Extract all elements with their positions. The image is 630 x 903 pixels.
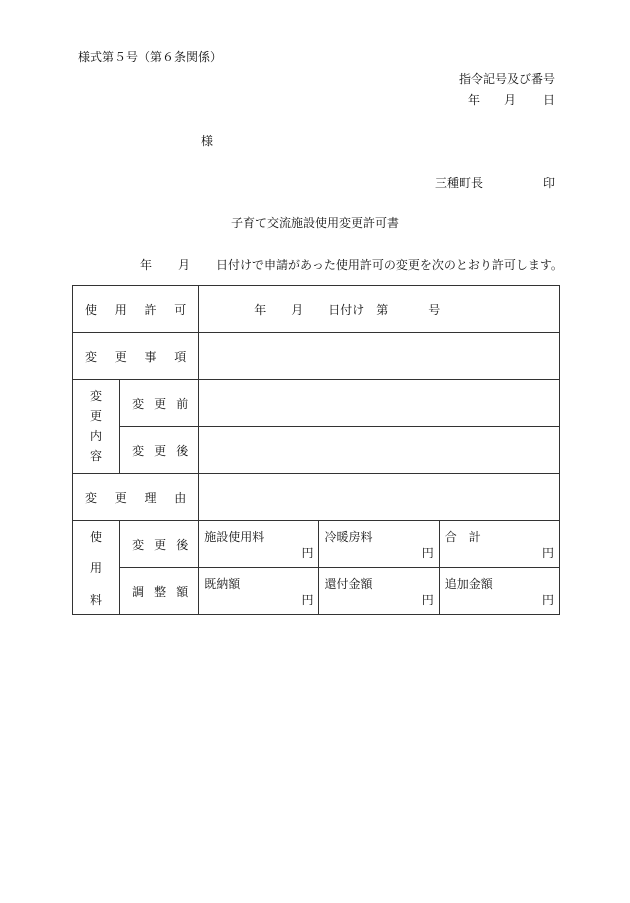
body-sentence: 日付けで申請があった使用許可の変更を次のとおり許可します。	[216, 258, 563, 272]
body-month: 月	[178, 258, 191, 272]
permit-label: 使 用 許 可	[73, 286, 199, 333]
change-item-value[interactable]	[199, 333, 560, 380]
permit-value[interactable]: 年 月 日付け 第 号	[199, 286, 560, 333]
change-before-value[interactable]	[199, 380, 560, 427]
fee-group-label: 使 用 料	[73, 521, 120, 615]
issuer	[435, 176, 555, 190]
issue-date	[468, 93, 555, 107]
facility-fee-cell[interactable]: 施設使用料 円	[199, 521, 319, 568]
date-month: 月	[503, 93, 516, 107]
fee-adjust-label: 調 整 額	[120, 568, 199, 615]
change-reason-value[interactable]	[199, 474, 560, 521]
body-year: 年	[140, 258, 153, 272]
change-item-label: 変 更 事 項	[73, 333, 199, 380]
document-title: 子育て交流施設使用変更許可書	[230, 216, 399, 230]
fee-adjust-row	[73, 568, 560, 615]
change-reason-row	[73, 474, 560, 521]
date-year: 年	[467, 93, 480, 107]
aircon-fee-cell[interactable]: 冷暖房料 円	[319, 521, 439, 568]
body-text	[140, 258, 563, 272]
paid-amount-cell[interactable]: 既納額 円	[199, 568, 319, 615]
addressee-suffix: 様	[201, 134, 214, 148]
form-number: 様式第５号（第６条関係）	[78, 50, 223, 64]
issuer-name: 三種町長	[434, 176, 483, 190]
total-fee-cell[interactable]: 合計 円	[439, 521, 559, 568]
fee-after-row	[73, 521, 560, 568]
change-item-row	[73, 333, 560, 380]
reference-number: 指令記号及び番号	[458, 72, 555, 86]
seal-mark: 印	[542, 176, 555, 190]
change-content-label: 変 更 内 容	[73, 380, 120, 474]
change-after-value[interactable]	[199, 427, 560, 474]
change-after-row	[73, 427, 560, 474]
fee-after-label: 変 更 後	[120, 521, 199, 568]
date-day: 日	[542, 93, 555, 107]
permit-row	[73, 286, 560, 333]
change-before-label: 変 更 前	[120, 380, 199, 427]
additional-amount-cell[interactable]: 追加金額 円	[439, 568, 559, 615]
change-before-row	[73, 380, 560, 427]
change-reason-label: 変 更 理 由	[73, 474, 199, 521]
refund-amount-cell[interactable]: 還付金額 円	[319, 568, 439, 615]
change-after-label: 変 更 後	[120, 427, 199, 474]
change-permit-table	[72, 285, 560, 615]
